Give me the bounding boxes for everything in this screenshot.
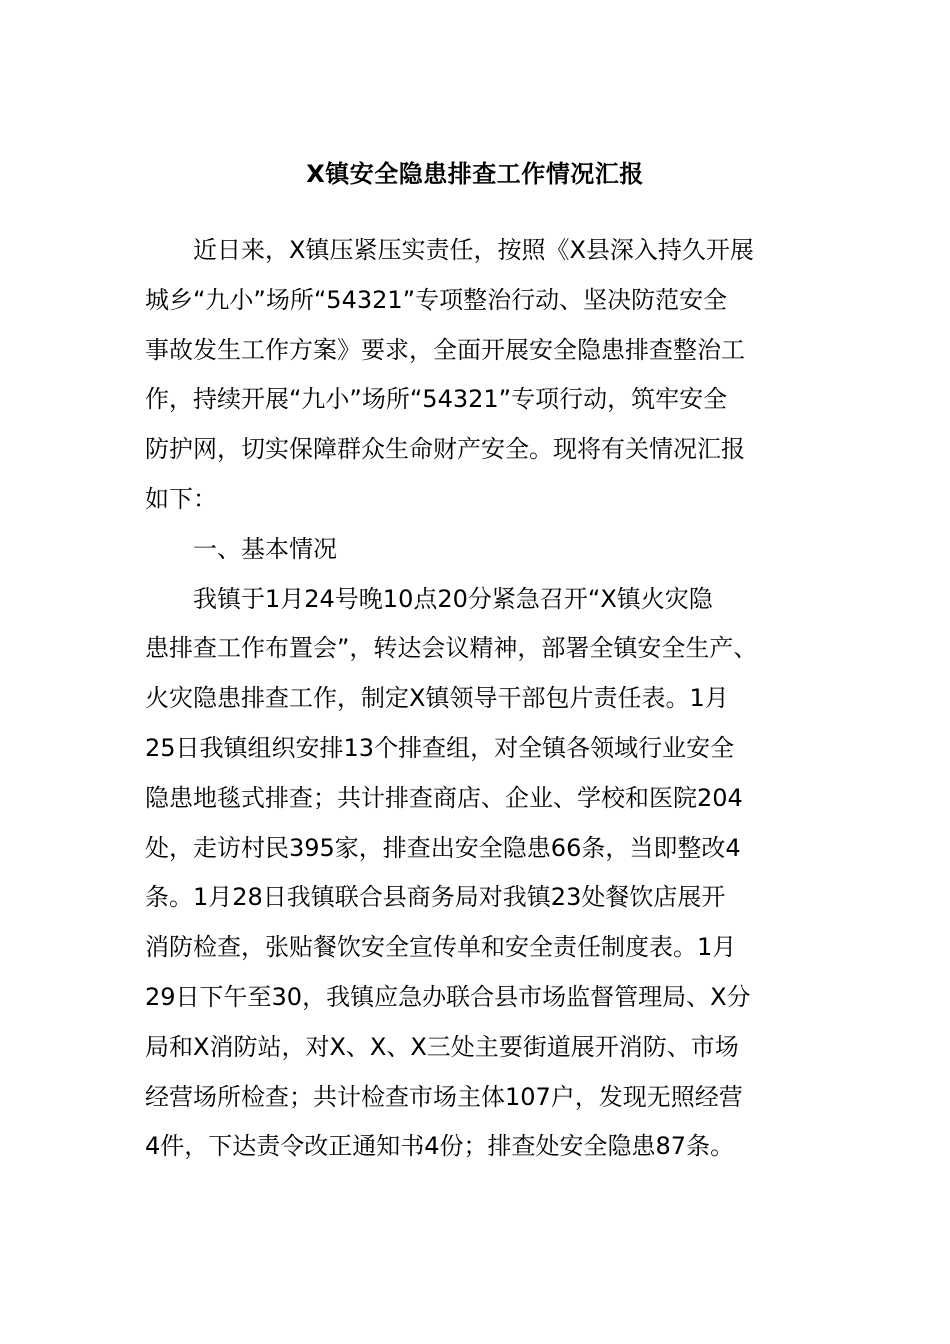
body-line: 防护网，切实保障群众生命财产安全。现将有关情况汇报 xyxy=(145,435,745,464)
body-line: 29日下午至30，我镇应急办联合县市场监督管理局、X分 xyxy=(145,982,751,1011)
document-title: X镇安全隐患排查工作情况汇报 xyxy=(306,160,644,188)
body-line: 消防检查，张贴餐饮安全宣传单和安全责任制度表。1月 xyxy=(145,933,737,962)
body-line: 如下： xyxy=(145,484,217,513)
body-line: 城乡“九小”场所“54321”专项整治行动、坚决防范安全 xyxy=(145,285,728,314)
body-line: 处，走访村民395家，排查出安全隐患66条，当即整改4 xyxy=(145,833,741,862)
body-line: 局和X消防站，对X、X、X三处主要街道展开消防、市场 xyxy=(145,1032,739,1061)
body-line: 近日来，X镇压紧压实责任，按照《X县深入持久开展 xyxy=(145,236,754,264)
body-line: 25日我镇组织安排13个排查组，对全镇各领域行业安全 xyxy=(145,733,735,762)
body-line: 经营场所检查；共计检查市场主体107户，发现无照经营 xyxy=(145,1082,743,1111)
document-body xyxy=(145,226,810,1172)
body-line: 患排查工作布置会”，转达会议精神，部署全镇安全生产、 xyxy=(145,634,758,663)
body-line: 条。1月28日我镇联合县商务局对我镇23处餐饮店展开 xyxy=(145,883,726,912)
body-line: 作，持续开展“九小”场所“54321”专项行动，筑牢安全 xyxy=(145,385,728,414)
body-line: 事故发生工作方案》要求，全面开展安全隐患排查整治工 xyxy=(145,335,745,364)
body-line: 我镇于1月24号晚10点20分紧急召开“X镇火灾隐 xyxy=(145,584,713,613)
body-line: 4件，下达责令改正通知书4份；排查处安全隐患87条。 xyxy=(145,1132,735,1161)
body-line: 隐患地毯式排查；共计排查商店、企业、学校和医院204 xyxy=(145,783,743,812)
section-heading: 一、基本情况 xyxy=(145,534,337,563)
body-line: 火灾隐患排查工作，制定X镇领导干部包片责任表。1月 xyxy=(145,684,729,713)
